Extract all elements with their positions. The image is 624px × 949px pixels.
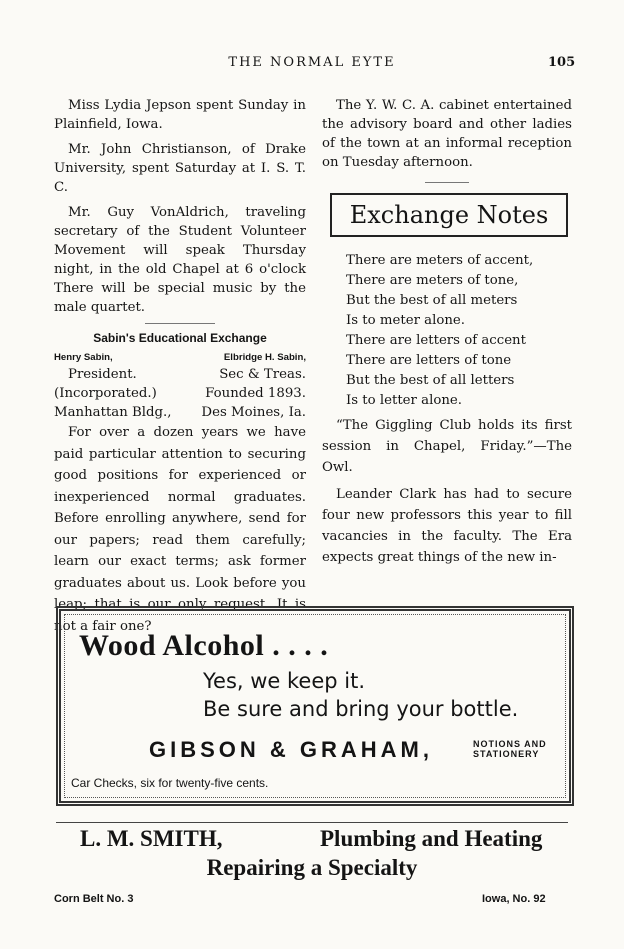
footer-left: Corn Belt No. 3 xyxy=(54,893,134,905)
wood-alcohol-ad xyxy=(56,606,574,806)
ad-notions-label xyxy=(473,739,547,759)
section-divider xyxy=(425,182,469,183)
news-item-jepson: Miss Lydia Jepson spent Sunday in Plainfield, Iowa. xyxy=(54,98,306,132)
poem-line: Is to meter alone. xyxy=(346,313,465,328)
sabin-name-president: Henry Sabin, xyxy=(54,352,113,363)
left-column xyxy=(54,96,306,643)
ad-stationery-line: STATIONERY xyxy=(473,749,540,759)
poem-line: There are letters of accent xyxy=(346,333,526,348)
sabin-incorporated: (Incorporated.) xyxy=(54,386,157,401)
right-column xyxy=(322,96,572,574)
smith-specialty: Repairing a Specialty xyxy=(206,855,418,880)
news-item-giggling-club: “The Giggling Club holds its first session in Chapel, Friday.”—The Owl. xyxy=(322,418,572,475)
sabin-ad-names xyxy=(54,351,306,365)
sabin-city: Des Moines, Ia. xyxy=(201,405,306,420)
sabin-ad-body: For over a dozen years we have paid particular attention to securing good positions for experienced or inexperienced normal graduates. Before enrolling anywhere, send for our papers; read them carefully; learn our exact terms; ask former graduates about us. Look before you leap; that is our only request. It is not a fair one? xyxy=(54,425,306,634)
sabin-building: Manhattan Bldg., xyxy=(54,405,172,420)
smith-name: L. M. SMITH, xyxy=(80,826,223,851)
news-item-ywca: The Y. W. C. A. cabinet entertained the advisory board and other ladies of the town at an informal reception on Tuesday afternoon. xyxy=(322,98,572,170)
smith-trade: Plumbing and Heating xyxy=(320,826,543,851)
sabin-role-president: President. xyxy=(68,367,137,382)
ad-line-keep-it: Yes, we keep it. xyxy=(203,669,366,693)
news-item-vonaldrich: Mr. Guy VonAldrich, traveling secretary of the Student Volunteer Movement will speak Thursday night, in the old Chapel at 6 o'clock There will be special music by the male quartet. xyxy=(54,205,306,315)
poem-line: There are meters of tone, xyxy=(346,273,519,288)
footer-right: Iowa, No. 92 xyxy=(482,893,546,905)
poem-line: There are letters of tone xyxy=(346,353,512,368)
sabin-founded: Founded 1893. xyxy=(205,386,306,401)
page-number: 105 xyxy=(548,55,576,70)
news-item-christianson: Mr. John Christianson, of Drake University, spent Saturday at I. S. T. C. xyxy=(54,142,306,195)
sabin-name-secretary: Elbridge H. Sabin, xyxy=(223,352,306,363)
poem xyxy=(322,251,572,411)
section-divider xyxy=(56,822,568,823)
sabin-ad-title: Sabin's Educational Exchange xyxy=(93,331,267,345)
section-divider xyxy=(145,323,215,324)
ad-notions-line: NOTIONS AND xyxy=(473,739,547,749)
poem-line: Is to letter alone. xyxy=(346,393,462,408)
sabin-ad-address xyxy=(54,403,306,422)
running-header: THE NORMAL EYTE xyxy=(228,55,396,70)
sabin-role-secretary: Sec & Treas. xyxy=(219,367,306,382)
ad-headline: Wood Alcohol . . . . xyxy=(79,629,329,662)
exchange-notes-heading: Exchange Notes xyxy=(330,193,568,237)
sabin-ad-incorporation xyxy=(54,384,306,403)
sabin-ad-roles xyxy=(54,365,306,384)
ad-car-checks: Car Checks, six for twenty-five cents. xyxy=(71,776,269,790)
news-item-leander-clark: Leander Clark has had to secure four new professors this year to fill vacancies in the faculty. The Era expects great things of the new in- xyxy=(322,487,572,565)
poem-line: But the best of all letters xyxy=(346,373,515,388)
poem-line: But the best of all meters xyxy=(346,293,518,308)
ad-line-bring-bottle: Be sure and bring your bottle. xyxy=(203,697,519,721)
poem-line: There are meters of accent, xyxy=(346,253,534,268)
ad-firm-name: GIBSON & GRAHAM, xyxy=(149,737,433,762)
